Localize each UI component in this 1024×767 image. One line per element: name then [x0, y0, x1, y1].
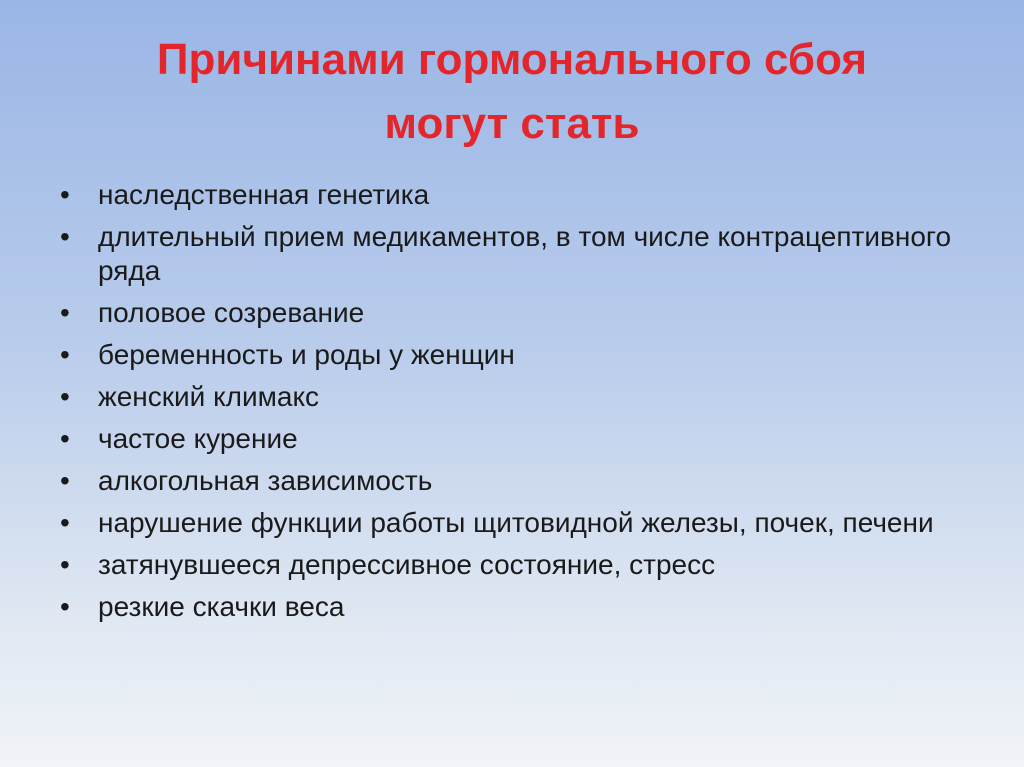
- bullet-icon: •: [60, 507, 70, 538]
- list-item: [56, 338, 976, 372]
- list-item-text: беременность и роды у женщин: [98, 339, 515, 370]
- bullet-list: [56, 178, 976, 632]
- list-item-text: нарушение функции работы щитовидной железы, почек, печени: [98, 507, 934, 538]
- list-item: [56, 422, 976, 456]
- bullet-icon: •: [60, 423, 70, 454]
- slide-title: [40, 28, 984, 156]
- list-item: [56, 548, 976, 582]
- list-item-text: частое курение: [98, 423, 298, 454]
- list-item: [56, 220, 976, 288]
- bullet-icon: •: [60, 221, 70, 252]
- list-item-text: затянувшееся депрессивное состояние, стресс: [98, 549, 716, 580]
- bullet-icon: •: [60, 381, 70, 412]
- list-item-text: длительный прием медикаментов, в том числе контрацептивного ряда: [98, 221, 952, 286]
- list-item: [56, 506, 976, 540]
- list-item: [56, 380, 976, 414]
- list-item-text: наследственная генетика: [98, 179, 430, 210]
- title-line-2: могут стать: [384, 99, 640, 148]
- bullet-icon: •: [60, 549, 70, 580]
- list-item-text: резкие скачки веса: [98, 591, 345, 622]
- title-line-1: Причинами гормонального сбоя: [156, 35, 868, 84]
- list-item: [56, 296, 976, 330]
- list-item: [56, 464, 976, 498]
- list-item-text: алкогольная зависимость: [98, 465, 433, 496]
- list-item: [56, 590, 976, 624]
- bullet-icon: •: [60, 465, 70, 496]
- bullet-icon: •: [60, 339, 70, 370]
- list-item: [56, 178, 976, 212]
- list-item-text: половое созревание: [98, 297, 365, 328]
- list-item-text: женский климакс: [98, 381, 320, 412]
- bullet-icon: •: [60, 297, 70, 328]
- bullet-icon: •: [60, 179, 70, 210]
- bullet-icon: •: [60, 591, 70, 622]
